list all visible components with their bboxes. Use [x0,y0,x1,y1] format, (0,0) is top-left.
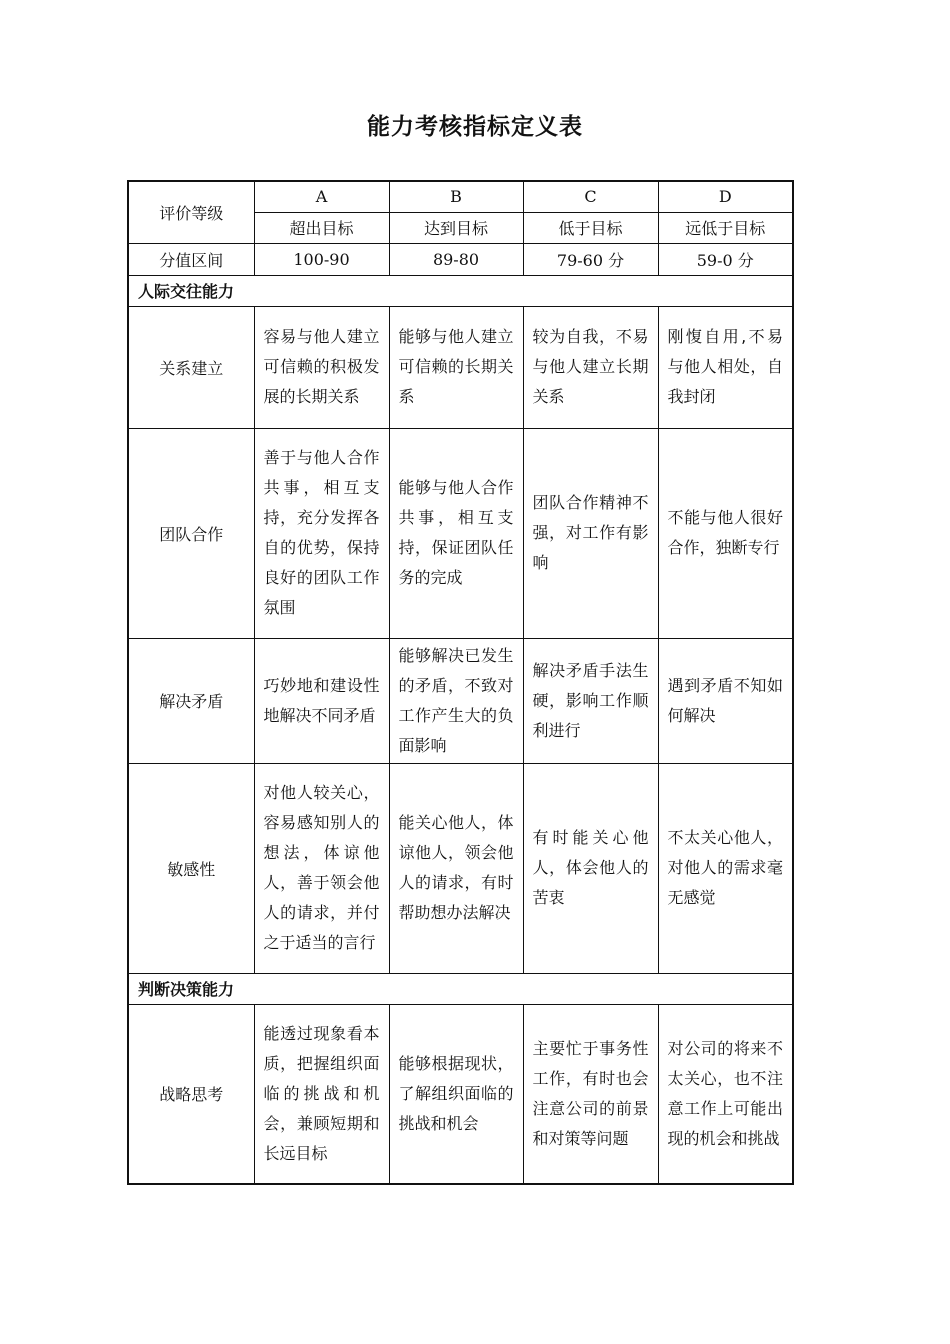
grade-desc-a: 超出目标 [254,212,389,243]
score-b: 89-80 [389,243,523,275]
grade-c-definition: 团队合作精神不强，对工作有影响 [523,428,658,638]
grade-a-definition: 对他人较关心，容易感知别人的想法，体谅他人，善于领会他人的请求，并付之于适当的言行 [254,763,389,973]
indicator-name: 解决矛盾 [128,638,254,763]
indicator-name: 敏感性 [128,763,254,973]
section-title: 判断决策能力 [128,973,793,1004]
grade-a-definition: 巧妙地和建设性地解决不同矛盾 [254,638,389,763]
grade-d: D [658,181,793,212]
grade-a-definition: 容易与他人建立可信赖的积极发展的长期关系 [254,306,389,428]
grade-d-definition: 遇到矛盾不知如何解决 [658,638,793,763]
indicator-name: 关系建立 [128,306,254,428]
table-row [128,1004,793,1184]
grade-desc-d: 远低于目标 [658,212,793,243]
score-a: 100-90 [254,243,389,275]
score-label: 分值区间 [128,243,254,275]
grade-c-definition: 较为自我，不易与他人建立长期关系 [523,306,658,428]
grade-c-definition: 有时能关心他人，体会他人的苦衷 [523,763,658,973]
table-row [128,428,793,638]
grade-c-definition: 解决矛盾手法生硬，影响工作顺利进行 [523,638,658,763]
table-row [128,306,793,428]
grade-a: A [254,181,389,212]
page-title: 能力考核指标定义表 [367,114,583,140]
indicator-name: 战略思考 [128,1004,254,1184]
level-label: 评价等级 [128,181,254,243]
table-row [128,638,793,763]
grade-d-definition: 对公司的将来不太关心，也不注意工作上可能出现的机会和挑战 [658,1004,793,1184]
grade-desc-b: 达到目标 [389,212,523,243]
table-row [128,763,793,973]
grade-b: B [389,181,523,212]
grade-c: C [523,181,658,212]
grade-b-definition: 能够解决已发生的矛盾，不致对工作产生大的负面影响 [389,638,523,763]
grade-b-definition: 能够根据现状，了解组织面临的挑战和机会 [389,1004,523,1184]
grade-d-definition: 不能与他人很好合作，独断专行 [658,428,793,638]
grade-a-definition: 能透过现象看本质，把握组织面临的挑战和机会，兼顾短期和长远目标 [254,1004,389,1184]
section-title: 人际交往能力 [128,275,793,306]
indicator-name: 团队合作 [128,428,254,638]
grade-b-definition: 能关心他人，体谅他人，领会他人的请求，有时帮助想办法解决 [389,763,523,973]
grade-c-definition: 主要忙于事务性工作，有时也会注意公司的前景和对策等问题 [523,1004,658,1184]
grade-d-definition: 刚愎自用,不易与他人相处，自我封闭 [658,306,793,428]
grade-d-definition: 不太关心他人，对他人的需求毫无感觉 [658,763,793,973]
grade-b-definition: 能够与他人建立可信赖的长期关系 [389,306,523,428]
grade-b-definition: 能够与他人合作共事，相互支持，保证团队任务的完成 [389,428,523,638]
grade-a-definition: 善于与他人合作共事，相互支持，充分发挥各自的优势，保持良好的团队工作氛围 [254,428,389,638]
grade-desc-c: 低于目标 [523,212,658,243]
score-d: 59-0 分 [658,243,793,275]
ability-definition-table [127,180,794,1185]
score-c: 79-60 分 [523,243,658,275]
